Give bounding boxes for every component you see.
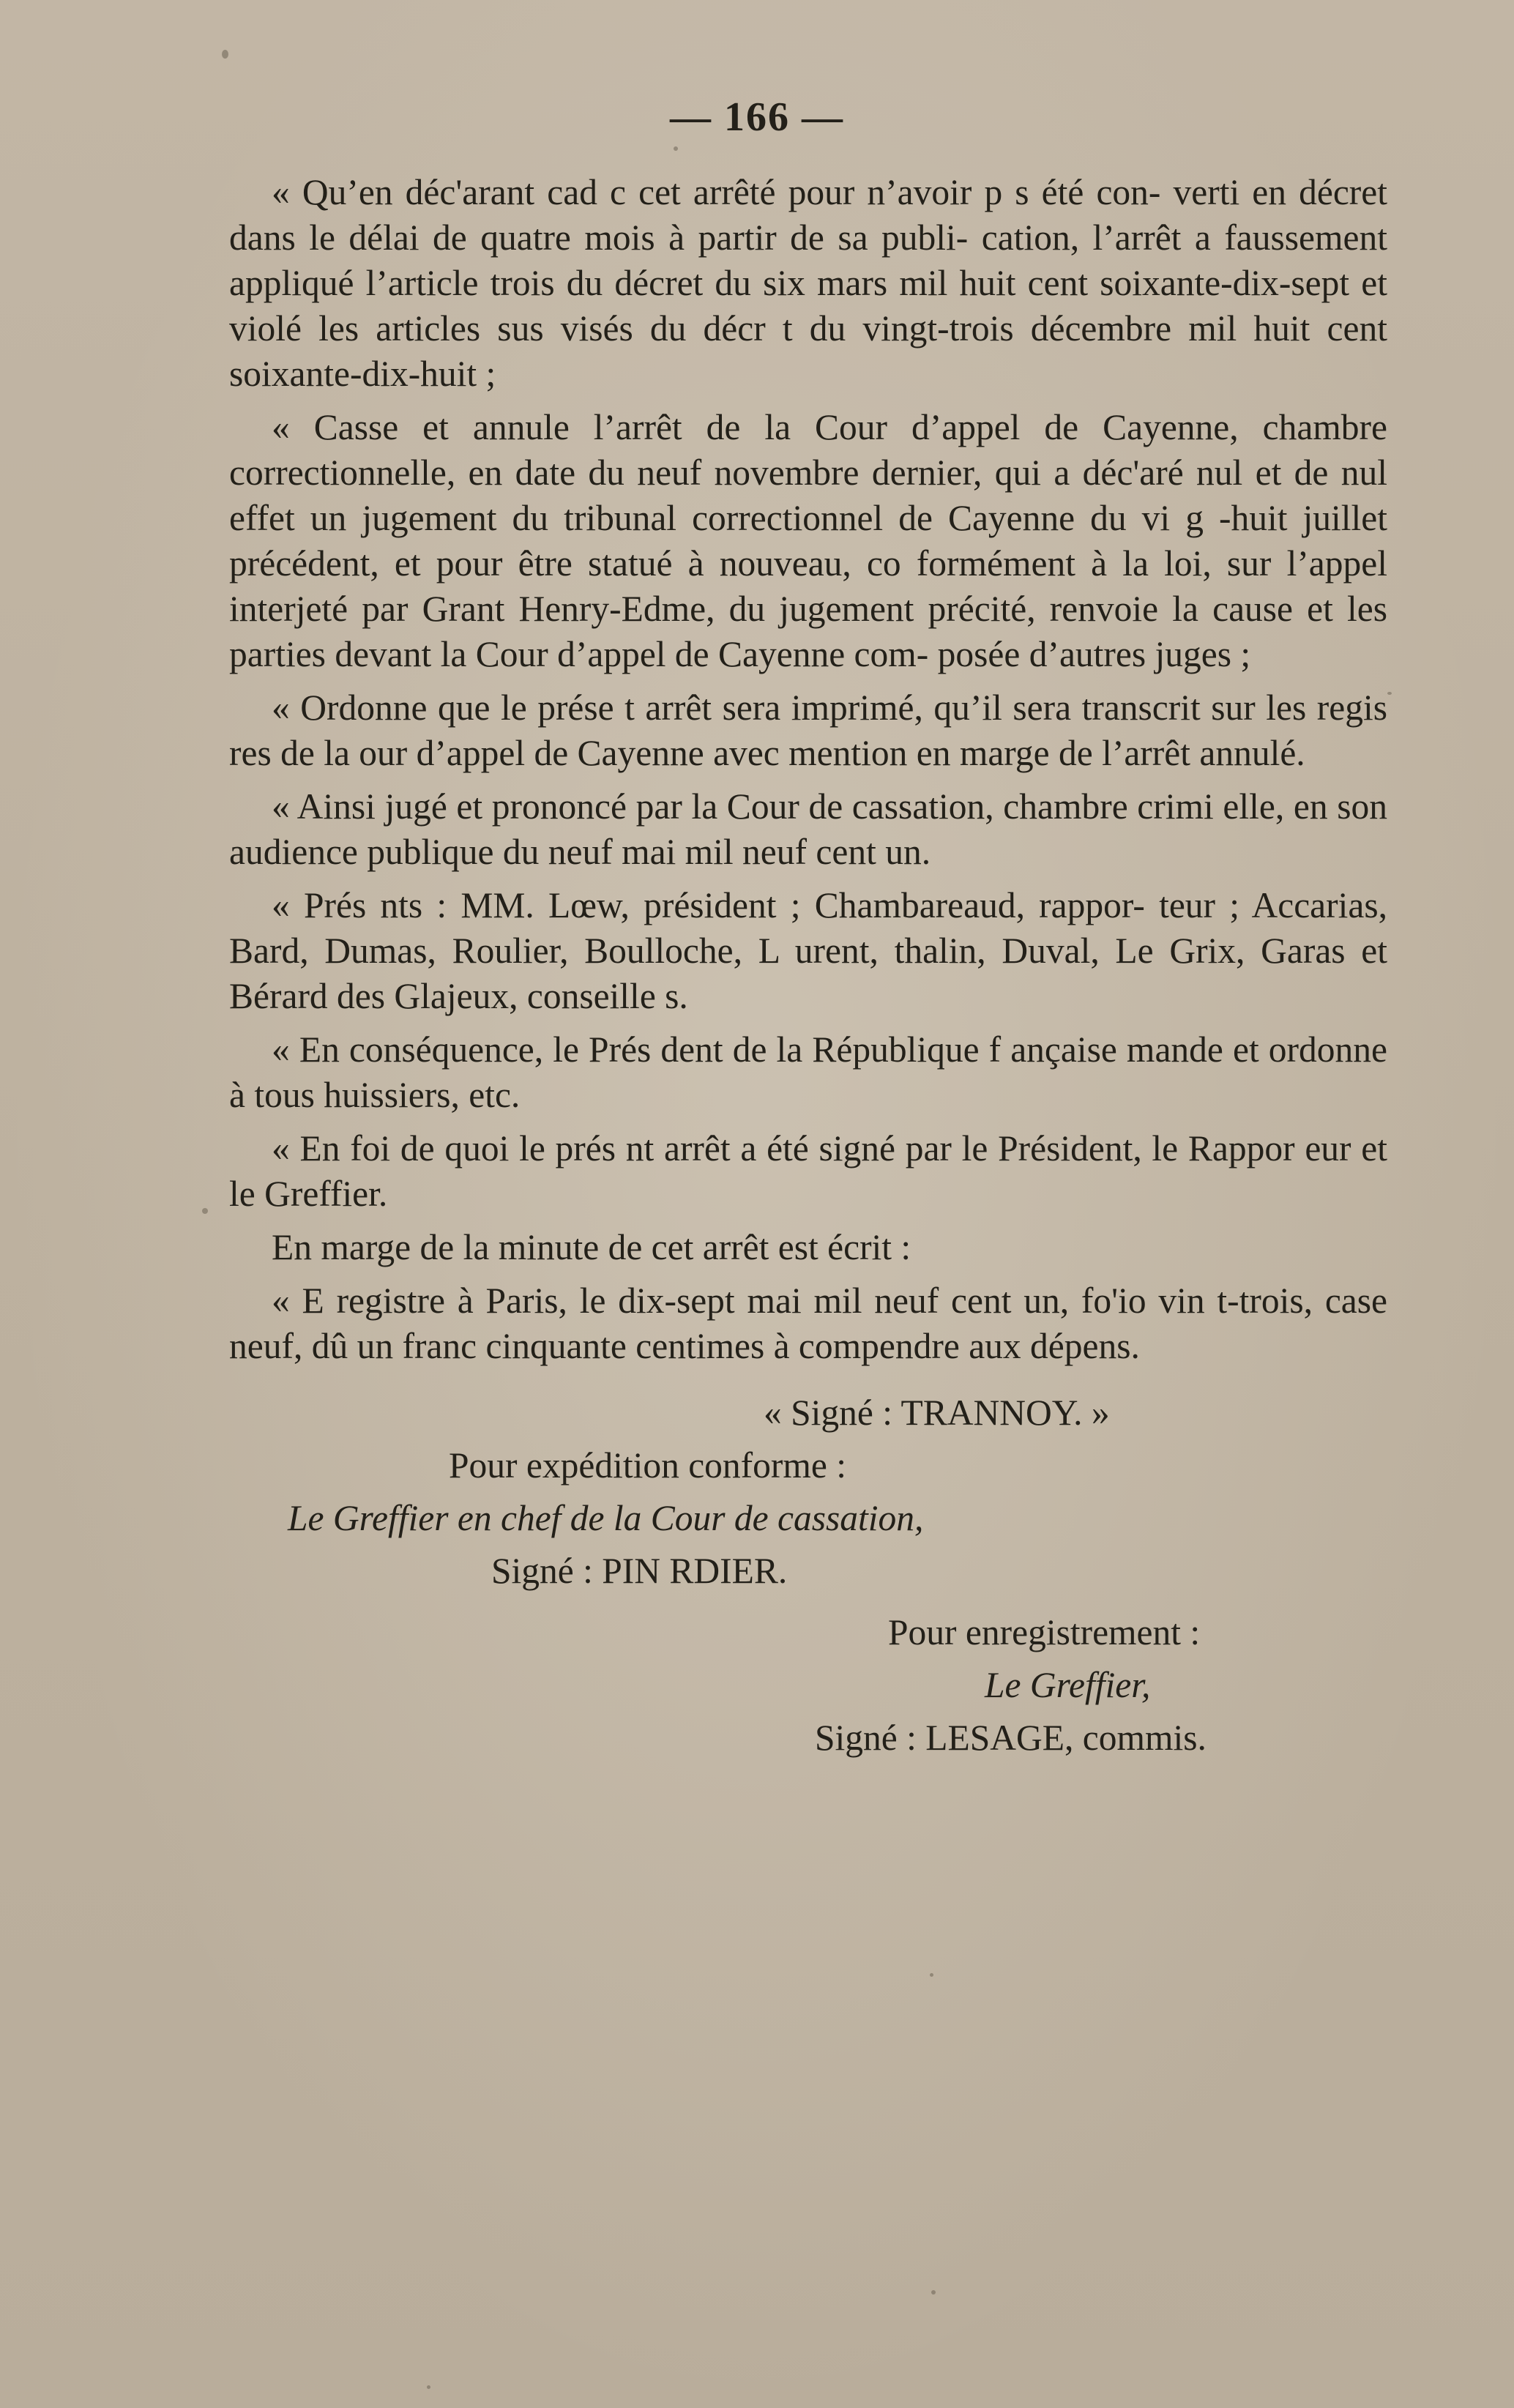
paragraph-casse-et-annule: « Casse et annule l’arrêt de la Cour d’appel de Cayenne, chambre correctionnelle, en date du neuf novembre dernier, qui a déc'aré nul et de nul effet un jugement du tribunal correctionnel de Cayenne du vi g -huit juillet précédent, et pour être statué à nouveau, co formément à la loi, sur l’appel interjeté par Grant Henry-Edme, du jugement précité, renvoie la cause et les parties devant la Cour d’appel de Cayenne com- posée d’autres juges ; <box>229 407 1387 674</box>
page-number: — 166 — <box>670 94 844 140</box>
pour-expedition-conforme: Pour expédition conforme : <box>449 1445 847 1486</box>
signed-trannoy: « Signé : TRANNOY. » <box>764 1393 1110 1433</box>
paragraph-ordonne: « Ordonne que le prése t arrêt sera imprimé, qu’il sera transcrit sur les regis res de la our d’appel de Cayenne avec mention en marge de l’arrêt annulé. <box>229 687 1387 773</box>
signature-block <box>229 1377 1387 1773</box>
signed-pinardier: Signé : PIN RDIER. <box>491 1551 788 1591</box>
body-text <box>229 170 1387 1773</box>
paragraph-en-foi: « En foi de quoi le prés nt arrêt a été signé par le Président, le Rappor eur et le Greffier. <box>229 1128 1387 1214</box>
signed-lesage: Signé : LESAGE, commis. <box>815 1718 1207 1758</box>
greffier-en-chef-title: Le Greffier en chef de la Cour de cassation, <box>288 1498 924 1538</box>
paragraph-decision-reason: « Qu’en déc'arant cad c cet arrêté pour n’avoir p s été con- verti en décret dans le délai de quatre mois à partir de sa publi- cation, l’arrêt a faussement appliqué l’article trois du décret du six mars mil huit cent soixante-dix-sept et violé les articles sus visés du décr t du vingt-trois décembre mil huit cent soixante-dix-huit ; <box>229 172 1387 394</box>
paragraph-en-consequence: « En conséquence, le Prés dent de la République f ançaise mande et ordonne à tous huissiers, etc. <box>229 1029 1387 1115</box>
paragraph-en-marge: En marge de la minute de cet arrêt est écrit : <box>272 1227 911 1267</box>
le-greffier-title: Le Greffier, <box>985 1665 1151 1705</box>
paragraph-ainsi-juge: « Ainsi jugé et prononcé par la Cour de cassation, chambre crimi elle, en son audience publique du neuf mai mil neuf cent un. <box>229 786 1387 872</box>
pour-enregistrement: Pour enregistrement : <box>888 1612 1201 1652</box>
paragraph-enregistre: « E registre à Paris, le dix-sept mai mil neuf cent un, fo'io vin t-trois, case neuf, dû un franc cinquante centimes à compendre aux dépens. <box>229 1281 1387 1366</box>
paragraph-presents: « Prés nts : MM. Lœw, président ; Chambareaud, rappor- teur ; Accarias, Bard, Dumas, Roulier, Boulloche, L urent, thalin, Duval, Le Grix, Garas et Bérard des Glajeux, conseille s. <box>229 885 1387 1016</box>
